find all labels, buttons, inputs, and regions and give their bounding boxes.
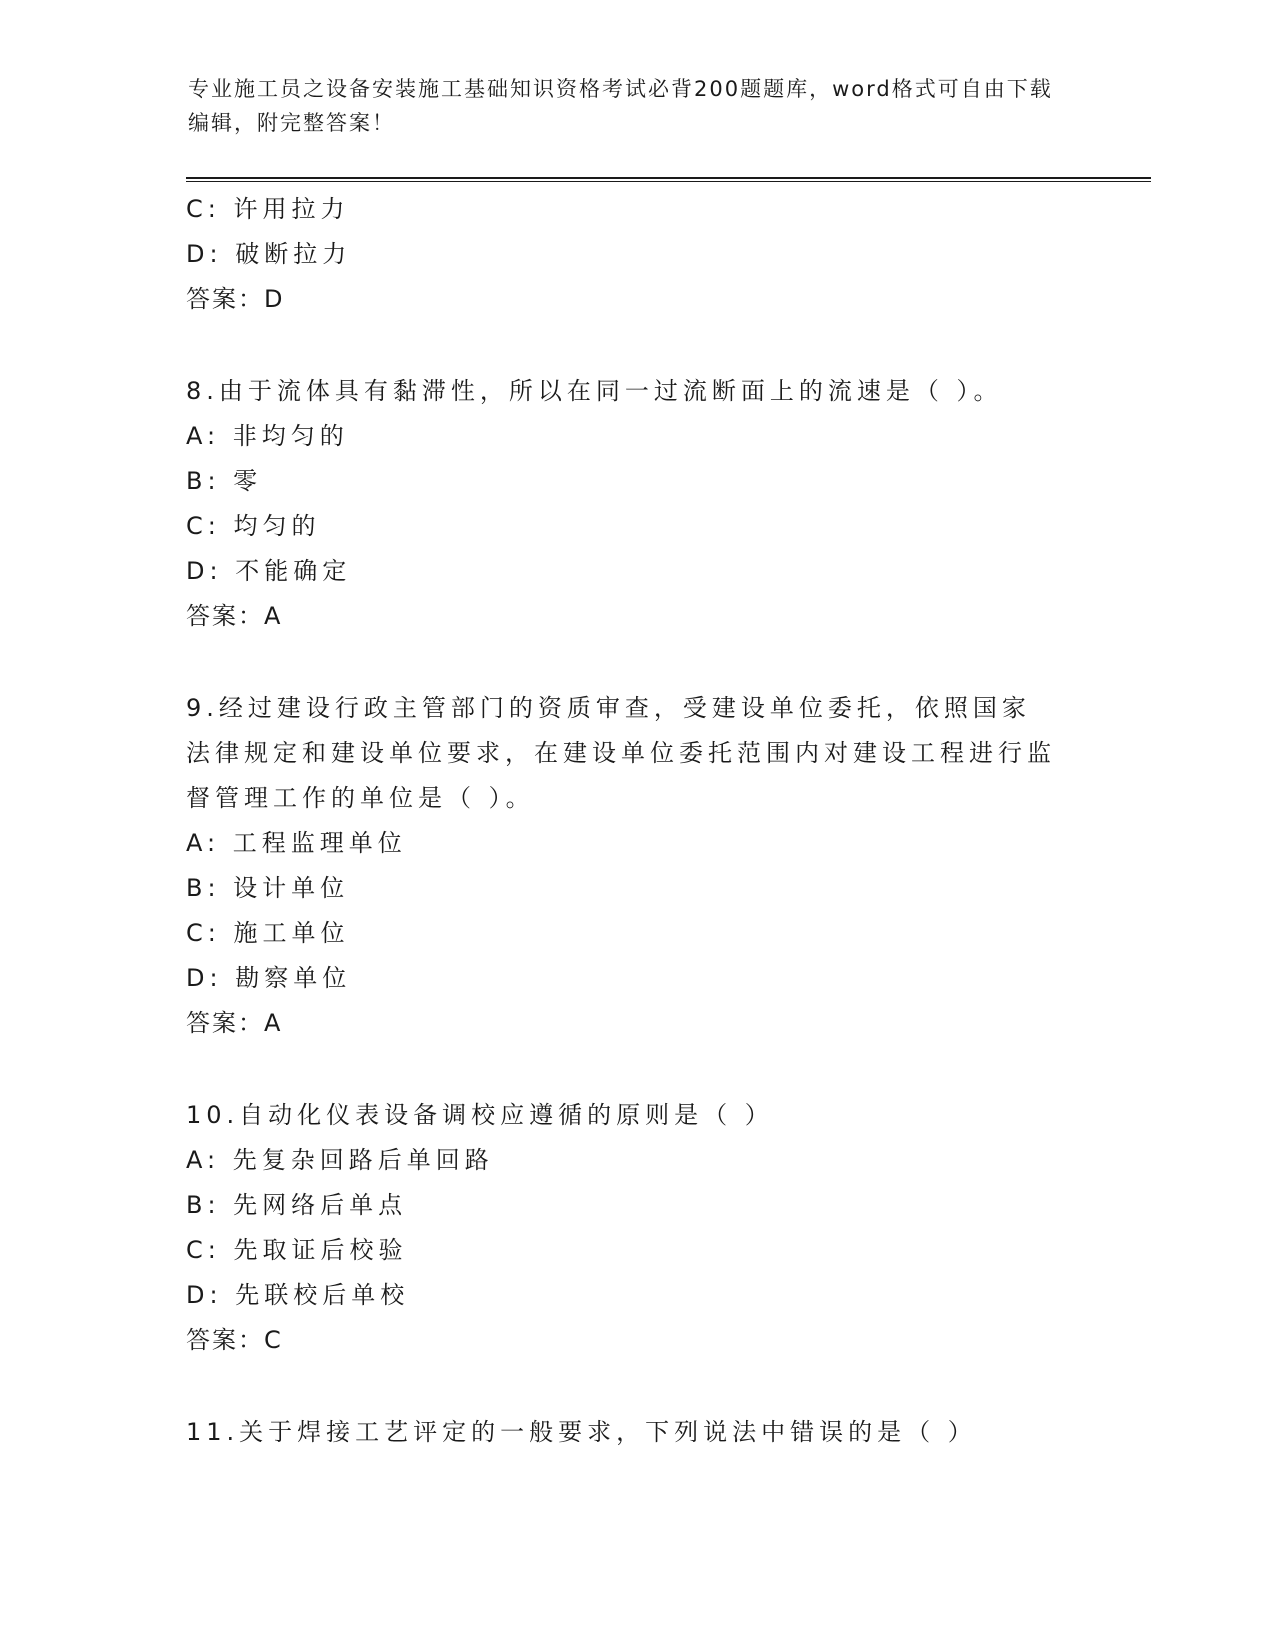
- option-c: C: 施工单位: [186, 919, 350, 947]
- question-block: [186, 369, 1086, 639]
- option-b: B: 设计单位: [186, 874, 350, 902]
- header-text: 专业施工员之设备安装施工基础知识资格考试必背200题题库，word格式可自由下载编辑，附完整答案！: [188, 77, 1053, 135]
- question-block: [186, 187, 1086, 322]
- answer-line: 答案：A: [186, 602, 283, 630]
- answer-line: 答案：A: [186, 1009, 283, 1037]
- page-header: [188, 72, 1068, 140]
- option-c: C: 先取证后校验: [186, 1236, 408, 1264]
- question-block: [186, 1093, 1086, 1363]
- option-c: C: 许用拉力: [186, 195, 350, 223]
- option-a: A: 先复杂回路后单回路: [186, 1146, 494, 1174]
- answer-line: 答案：C: [186, 1326, 283, 1354]
- question-list: [186, 187, 1086, 1455]
- answer-line: 答案：D: [186, 285, 285, 313]
- question-stem: 9.经过建设行政主管部门的资质审查，受建设单位委托，依照国家法律规定和建设单位要求，在建设单位委托范围内对建设工程进行监督管理工作的单位是（ ）。: [186, 694, 1056, 812]
- question-stem: 8.由于流体具有黏滞性，所以在同一过流断面上的流速是（ ）。: [186, 377, 1003, 405]
- option-b: B: 先网络后单点: [186, 1191, 408, 1219]
- option-d: D: 破断拉力: [186, 240, 352, 268]
- option-d: D: 不能确定: [186, 557, 352, 585]
- option-d: D: 先联校后单校: [186, 1281, 410, 1309]
- option-d: D: 勘察单位: [186, 964, 352, 992]
- question-stem: 11.关于焊接工艺评定的一般要求，下列说法中错误的是（ ）: [186, 1418, 977, 1446]
- option-b: B: 零: [186, 467, 263, 495]
- option-a: A: 工程监理单位: [186, 829, 407, 857]
- header-divider: [186, 177, 1151, 182]
- question-block: [186, 1410, 1086, 1455]
- question-stem: 10.自动化仪表设备调校应遵循的原则是（ ）: [186, 1101, 774, 1129]
- option-c: C: 均匀的: [186, 512, 321, 540]
- question-block: [186, 686, 1086, 1046]
- option-a: A: 非均匀的: [186, 422, 349, 450]
